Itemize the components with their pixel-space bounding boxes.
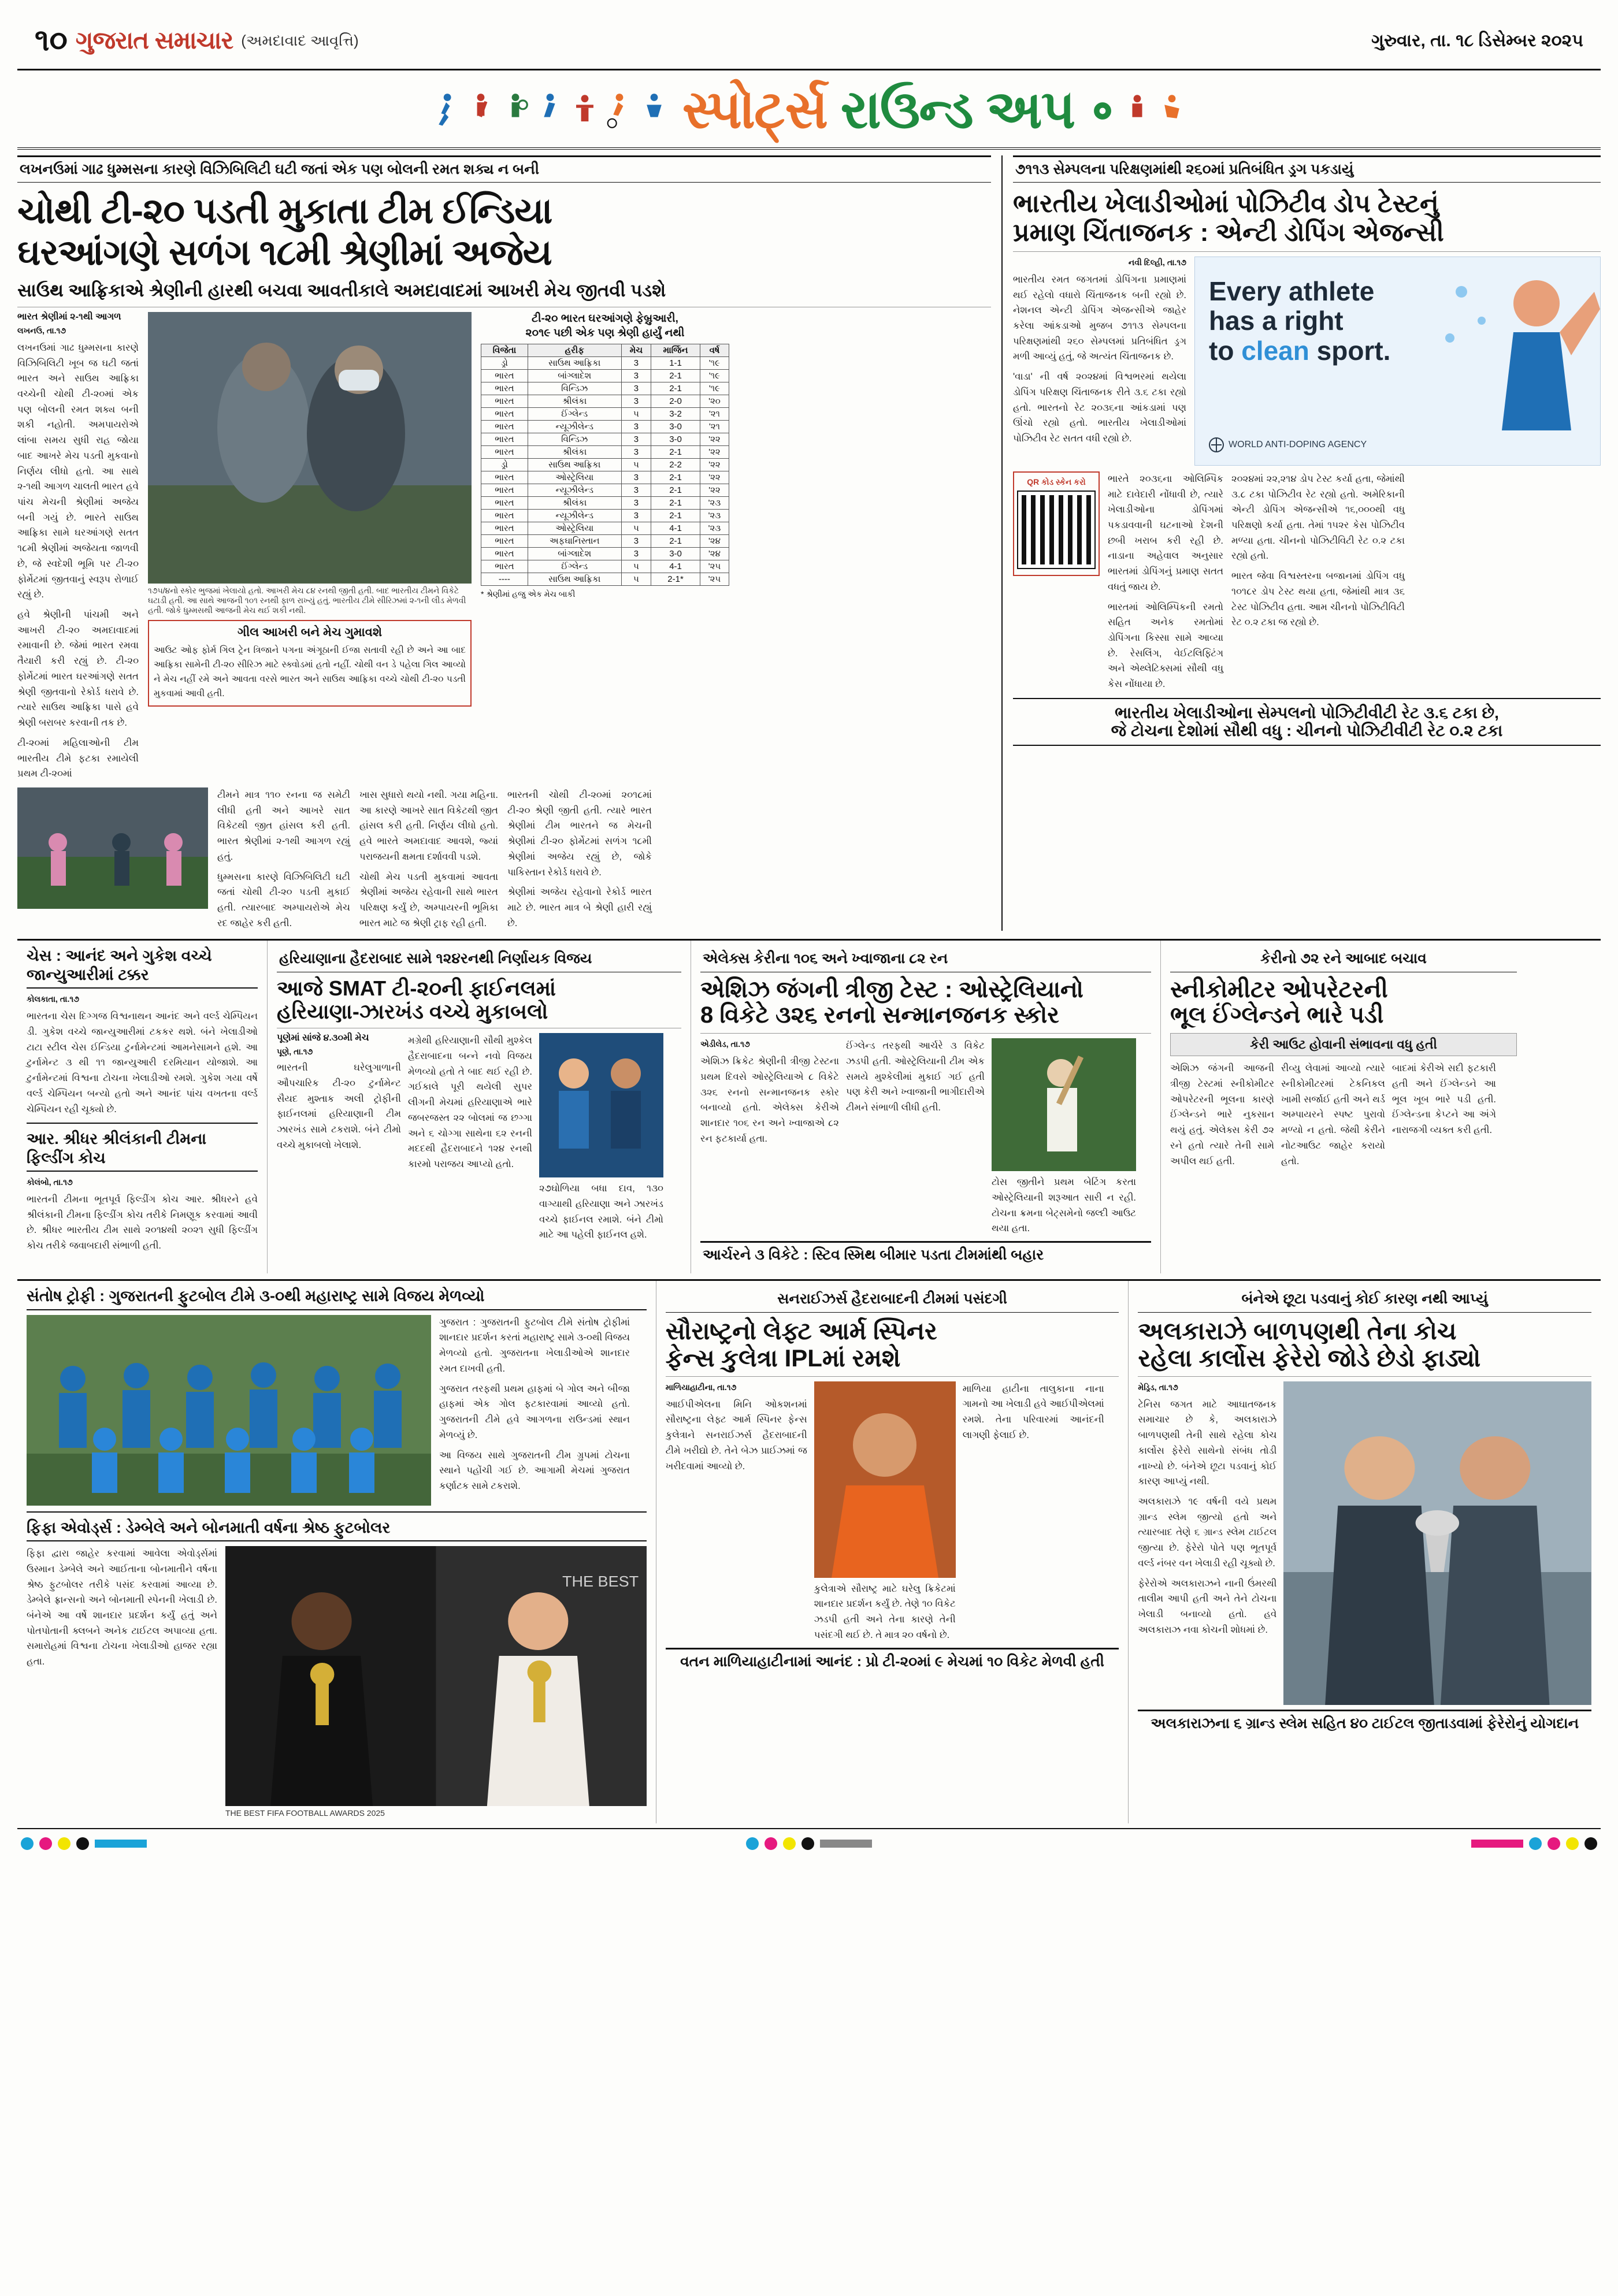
soccer-ball-icon bbox=[1089, 92, 1116, 129]
lead-col4-p1: ખાસ સુધારો થયો નથી. ગયા મહિના. આ કારણે આખરે સાત વિકેટથી જીત હાંસલ કરી હતી. નિર્ણય લીધો હતો. હવે ભારતે અમદાવાદ આવશે, જ્યાં પરાજયની ક્ષમતા દર્શાવવી પડશે. bbox=[359, 789, 498, 862]
table-row bbox=[481, 395, 729, 408]
ipl-col1: આઈપીએલના મિનિ ઓકશનમાં સૌરાષ્ટ્રના લેફ્ટ આર્મ સ્પિનર ફેન્સ કુલેત્રાને સનરાઈઝર્સ હૈદરાબાદની ટીમે ખરીદ્યો છે. તેને બેઝ પ્રાઈઝમાં જ ખરીદવામાં આવ્યો છે. bbox=[665, 1399, 807, 1472]
page-number: ૧૦ bbox=[35, 24, 68, 57]
table-cell-0: ભારત bbox=[481, 471, 528, 484]
weightlifting-icon bbox=[572, 92, 598, 129]
football-team-photo bbox=[27, 1315, 431, 1506]
wada-logo bbox=[1209, 437, 1367, 452]
mid-section bbox=[17, 939, 1601, 1273]
table-row bbox=[481, 535, 729, 548]
table-row bbox=[481, 471, 729, 484]
table-cell-1: ઈંગ્લેન્ડ bbox=[528, 560, 621, 573]
table-cell-4: '૨૨ bbox=[700, 484, 729, 497]
reg-dot-yellow bbox=[58, 1837, 70, 1850]
table-cell-2: 3 bbox=[621, 484, 651, 497]
alcaraz-col1: ટેનિસ જગત માટે આઘાતજનક સમાચાર છે કે, અલકારાઝે બાળપણથી તેની સાથે રહેલા કોચ કાર્લોસ ફેરેરો સાથેનો સંબંધ તોડી નાખ્યો છે. બંનેએ છૂટા પડવાનું કોઈ કારણ આપ્યું નથી. bbox=[1138, 1399, 1277, 1487]
snicko-strap: કેરી આઉટ હોવાની સંભાવના વધુ હતી bbox=[1170, 1033, 1517, 1056]
alcaraz-footer: અલકારાઝના ૬ ગ્રાન્ડ સ્લેમ સહિત ૪૦ ટાઈટલ જીતાડવામાં ફેરેરોનું યોગદાન bbox=[1138, 1710, 1591, 1736]
series-results-table bbox=[481, 344, 729, 586]
paper-name: ગુજરાત સમાચાર bbox=[75, 27, 233, 54]
table-cell-4: '૨૨ bbox=[700, 433, 729, 446]
tennis-icon bbox=[502, 92, 529, 129]
ipl-col3: માળિયા હાટીના તાલુકાના નાના ગામનો આ ખેલાડી હવે આઈપીએલમાં રમશે. તેના પરિવારમાં આનંદની લાગણી ફેલાઈ છે. bbox=[962, 1383, 1104, 1440]
reg-bar-grey bbox=[820, 1840, 872, 1848]
th-winner: વિજેતા bbox=[481, 344, 528, 357]
edition-label: (અમદાવાદ આવૃત્તિ) bbox=[241, 31, 359, 49]
table-cell-3: 2-1 bbox=[651, 484, 700, 497]
alcaraz-kicker: બંનેએ છૂટા પડવાનું કોઈ કારણ નથી આપ્યું bbox=[1138, 1287, 1591, 1312]
reg-bar-cyan bbox=[95, 1840, 147, 1848]
table-cell-1: શ્રીલંકા bbox=[528, 395, 621, 408]
score-table-title bbox=[481, 312, 729, 340]
table-cell-3: 2-1 bbox=[651, 446, 700, 459]
table-cell-2: 3 bbox=[621, 395, 651, 408]
poster-athlete-illustration bbox=[1427, 257, 1600, 465]
table-row bbox=[481, 408, 729, 421]
table-cell-1: વિન્ડિઝ bbox=[528, 382, 621, 395]
table-cell-3: 4-1 bbox=[651, 560, 700, 573]
sport-pictogram-group-right bbox=[1089, 92, 1185, 129]
table-cell-4: '૧૯ bbox=[700, 382, 729, 395]
table-cell-1: સાઉથ આફ્રિકા bbox=[528, 459, 621, 471]
ashes-col3: ટોસ જીતીને પ્રથમ બેટિંગ કરતા ઓસ્ટ્રેલિયાની શરૂઆત સારી ન રહી. ટોચના ક્રમના બેટ્સમેનો જલ્દી આઉટ થયા હતા. bbox=[992, 1177, 1136, 1234]
table-cell-4: '૨૩ bbox=[700, 522, 729, 535]
table-cell-2: ૫ bbox=[621, 522, 651, 535]
smat-photo-illustration bbox=[539, 1033, 663, 1177]
snicko-kicker: કેરીનો ૭૨ રને આબાદ બચાવ bbox=[1170, 946, 1517, 972]
table-row bbox=[481, 446, 729, 459]
ipl-dateline: માળિયાહાટીના, તા.૧૭ bbox=[665, 1382, 737, 1392]
table-row bbox=[481, 382, 729, 395]
chess-dateline: કોલકાતા, તા.૧૭ bbox=[27, 994, 79, 1004]
table-row bbox=[481, 573, 729, 586]
snicko-block bbox=[1160, 941, 1526, 1273]
table-cell-2: 3 bbox=[621, 535, 651, 548]
smat-kicker: હરિયાણાના હૈદરાબાદ સામે ૧૨૪રનથી નિર્ણાયક વિજય bbox=[277, 946, 681, 972]
gill-box-body: આઉટ ઓફ ફોર્મ ગિલ ટ્રેન ત્રિજાને પગના અંગૂઠાની ઈજા સતાવી રહી છે અને આ બાદ આફ્રિકા સામેની ટી-૨૦ સીરિઝ માટે સ્ક્વોડમાં હતો નહીં. ચોથી વન ડે પહેલા ગિલ આવ્યો ને મેચ નહીં રમે અને આવતા વરસે ભારત અને સાઉથ આફ્રિકા વચ્ચે ચોથી ટી-૨૦ પડતી મુકવામાં આવી હતી. bbox=[154, 645, 466, 699]
snicko-head-line1: સ્નીકોમીટર ઓપરેટરની bbox=[1170, 976, 1388, 1002]
table-cell-0: ભારત bbox=[481, 370, 528, 382]
score-table-title-line1: ટી-૨૦ ભારત ઘરઆંગણે ફેબ્રુઆરી, bbox=[532, 312, 678, 325]
reg-dot-magenta-2 bbox=[765, 1837, 777, 1850]
alcaraz-dateline: મેડ્રિડ, તા.૧૭ bbox=[1138, 1382, 1178, 1392]
doping-dateline: નવી દિલ્હી, તા.૧૭ bbox=[1128, 257, 1187, 267]
lead-col3-text bbox=[217, 787, 350, 931]
lead-main-photo bbox=[148, 312, 472, 584]
doping-headline-line2: પ્રમાણ ચિંતાજનક : એન્ટી ડોપિંગ એજન્સી bbox=[1013, 218, 1444, 247]
lead-subhead: સાઉથ આફ્રિકાએ શ્રેણીની હારથી બચવા આવતીકાલે અમદાવાદમાં આખરી મેચ જીતવી પડશે bbox=[17, 280, 666, 301]
reg-dot-magenta-3 bbox=[1548, 1837, 1560, 1850]
boxing-icon bbox=[1124, 92, 1151, 129]
reg-dot-yellow-3 bbox=[1566, 1837, 1579, 1850]
reg-dot-cyan bbox=[21, 1837, 34, 1850]
ipl-col2: કુલેત્રાએ સૌરાષ્ટ્ર માટે ઘરેલુ ક્રિકેટમાં શાનદાર પ્રદર્શન કર્યું છે. તેણે ૧૦ વિકેટ ઝડપી હતી અને તેના કારણે તેની પસંદગી થઈ છે. તે માત્ર ૨૦ વર્ષનો છે. bbox=[814, 1583, 956, 1640]
banner-title bbox=[682, 80, 1074, 142]
table-cell-3: 3-0 bbox=[651, 433, 700, 446]
table-cell-1: અફઘાનિસ્તાન bbox=[528, 535, 621, 548]
table-cell-4: '૧૯ bbox=[700, 370, 729, 382]
table-cell-0: ભારત bbox=[481, 395, 528, 408]
table-cell-1: ઓસ્ટ્રેલિયા bbox=[528, 471, 621, 484]
table-cell-3: 4-1 bbox=[651, 522, 700, 535]
reg-dot-black-3 bbox=[1584, 1837, 1597, 1850]
alcaraz-head-line2: રહેલા કાર્લોસ ફેરેરો જોડે છેડો ફાડ્યો bbox=[1138, 1344, 1481, 1372]
chess-head: ચેસ : આનંદ અને ગુકેશ વચ્ચે જાન્યુઆરીમાં ટક્કર bbox=[27, 946, 258, 989]
ashes-head-line2: 8 વિકેટે ૩૨૬ રનનો સન્માનજનક સ્કોર bbox=[700, 1002, 1059, 1028]
ipl-photo-illustration bbox=[814, 1381, 956, 1578]
alcaraz-block bbox=[1128, 1281, 1601, 1823]
table-cell-2: ૫ bbox=[621, 573, 651, 586]
football-text bbox=[439, 1315, 630, 1506]
fifa-head: ફિફા એવોર્ડ્સ : ડેમ્બેલે અને બોનમાતી વર્ષના શ્રેષ્ઠ ફુટબોલર bbox=[27, 1518, 647, 1541]
table-cell-1: ઈંગ્લેન્ડ bbox=[528, 408, 621, 421]
snicko-col1: એશિઝ જંગની આજની ત્રીજી ટેસ્ટમાં સ્નીકોમીટર ઓપરેટરની ભૂલના કારણે ઈંગ્લેન્ડને ભારે નુકસાન થયું હતું. એલેક્સ કેરી ૭૨ રને હતો ત્યારે તેની સામે અપીલ થઈ હતી. bbox=[1170, 1063, 1274, 1166]
table-header-row bbox=[481, 344, 729, 357]
poster-line2: has a right bbox=[1209, 306, 1344, 336]
chess-body: ભારતના ચેસ દિગ્ગજ વિશ્વનાથન આનંદ અને વર્લ્ડ ચેમ્પિયન ડી. ગુકેશ વચ્ચે જાન્યુઆરીમાં ટકકર થશે. બંને ખેલાડીઓ ટાટા સ્ટીલ ચેસ ઈન્ડિયા ટુર્નામેન્ટમાં આમનેસામને હશે. આ ટુર્નામેન્ટ ૩ થી ૧૧ જાન્યુઆરી દરમિયાન યોજાશે. આ ટુર્નામેન્ટમાં વિશ્વના ટોચના ખેલાડીઓ રમશે. ગુકેશ ગયા વર્ષે વર્લ્ડ ચેમ્પિયન બન્યો હતો અને આનંદ પાંચ વખતના વર્લ્ડ ચેમ્પિયન રહી ચૂક્યો છે. bbox=[27, 1011, 258, 1114]
lead-col1-para3: ટી-૨૦માં મહિલાઓની ટીમ ભારતીય ટીમે ફટકા રમાયેલી પ્રથમ ટી-૨૦માં bbox=[17, 737, 139, 779]
qr-caption: QR કોડ સ્કેન કરો bbox=[1027, 477, 1086, 486]
reg-dot-yellow-2 bbox=[783, 1837, 796, 1850]
gymnast-icon bbox=[641, 92, 667, 129]
table-row bbox=[481, 357, 729, 370]
chess-and-coach-block bbox=[17, 941, 267, 1273]
badminton-icon bbox=[537, 92, 563, 129]
table-cell-0: ભારત bbox=[481, 446, 528, 459]
fifa-photo-illustration bbox=[225, 1546, 647, 1806]
ipl-head-line1: સૌરાષ્ટ્રનો લેફ્ટ આર્મ સ્પિનર bbox=[665, 1317, 937, 1344]
football-photo-illustration bbox=[27, 1315, 431, 1506]
lead-byline: ભારત શ્રેણીમાં ૨-૧થી આગળ bbox=[17, 311, 121, 322]
table-row bbox=[481, 560, 729, 573]
fifa-photo-caption: THE BEST FIFA FOOTBALL AWARDS 2025 bbox=[225, 1808, 385, 1818]
lead-kicker: લખનઉમાં ગાઢ ધુમ્મસના કારણે વિઝિબિલિટી ઘટી જતાં એક પણ બોલની રમત શક્ય ન બની bbox=[17, 155, 991, 183]
issue-date: ગુરુવાર, તા. ૧૮ ડિસેમ્બર ૨૦૨૫ bbox=[1371, 31, 1583, 50]
table-row bbox=[481, 421, 729, 433]
doping-kicker: ૭૧૧૩ સેમ્પલના પરિક્ષણમાંથી ૨૬૦માં પ્રતિબંધિત ડ્રગ પકડાયું bbox=[1013, 155, 1601, 183]
fifa-awards-photo bbox=[225, 1546, 647, 1806]
reg-dot-cyan-3 bbox=[1529, 1837, 1542, 1850]
table-cell-0: ભારત bbox=[481, 560, 528, 573]
table-cell-3: 2-1 bbox=[651, 382, 700, 395]
ipl-player-photo bbox=[814, 1381, 956, 1578]
table-cell-4: '૨૩ bbox=[700, 510, 729, 522]
doping-col3-p1: ૨૦૨૪માં ૨૨,૨૧૪ ડોપ ટેસ્ટ કર્યા હતા, જેમાંથી ૩.૮ ટકા પોઝિટીવ રેટ રહ્યો હતો. અમેરિકાની એન્ટી ડોપિંગ એજન્સીએ ૧૬,૦૦૦થી વધુ પરિક્ષણો કર્યા હતા. તેમાં ૧૫૨ર કેસ પોઝિટીવ મળ્યા હતા. ચીનનો પોઝિટીવિટી રેટ ૦.૨ ટકા રહ્યો હતો. bbox=[1231, 473, 1405, 562]
ashes-dateline: એડીલેડ, તા.૧૭ bbox=[700, 1039, 750, 1049]
th-opponent: હરીફ bbox=[528, 344, 621, 357]
table-cell-4: '૨૧ bbox=[700, 408, 729, 421]
smat-block bbox=[267, 941, 691, 1273]
masthead-left bbox=[35, 23, 359, 58]
footer-registration-marks bbox=[17, 1828, 1601, 1865]
lead-secondary-photo bbox=[17, 787, 208, 909]
table-cell-4: '૨૪ bbox=[700, 548, 729, 560]
table-row bbox=[481, 497, 729, 510]
alcaraz-photo-illustration bbox=[1283, 1381, 1591, 1705]
football-p2: ગુજરાત તરફથી પ્રથમ હાફમાં બે ગોલ અને બીજા હાફમાં એક ગોલ ફટકારવામાં આવ્યો હતો. ગુજરાતની ટીમે હવે આગળના રાઉન્ડમાં સ્થાન મેળવ્યું છે. bbox=[439, 1383, 630, 1440]
table-cell-2: ૫ bbox=[621, 459, 651, 471]
table-footnote: * શ્રેણીમાં હજુ એક મેચ બાકી bbox=[481, 589, 576, 599]
table-cell-2: 3 bbox=[621, 510, 651, 522]
table-cell-4: '૨૨ bbox=[700, 471, 729, 484]
table-cell-0: ભારત bbox=[481, 522, 528, 535]
ipl-head-line2: ફેન્સ કુલેત્રા IPLમાં રમશે bbox=[665, 1344, 901, 1372]
doping-strap-line2: જે ટોચના દેશોમાં સૌથી વધુ : ચીનનો પોઝિટીવીટી રેટ ૦.૨ ટકા bbox=[1111, 722, 1503, 740]
lead-headline-line2: ઘરઆંગણે સળંગ ૧૮મી શ્રેણીમાં અજેય bbox=[17, 233, 552, 273]
table-cell-1: ન્યૂઝીલેન્ડ bbox=[528, 510, 621, 522]
ashes-photo bbox=[992, 1038, 1136, 1171]
footer-dots-left bbox=[17, 1829, 150, 1865]
top-section bbox=[17, 155, 1601, 931]
ashes-col1: એશિઝ ક્રિકેટ શ્રેણીની ત્રીજી ટેસ્ટના પ્રથમ દિવસે ઓસ્ટ્રેલિયાએ ૮ વિકેટે ૩૨૬ રનનો સન્માનજનક સ્કોર બનાવ્યો હતો. એલેક્સ કેરીએ શાનદાર ૧૦૬ રન અને ખ્વાજાએ ૮૨ રન ફટકાર્યા હતા. bbox=[700, 1056, 839, 1144]
table-cell-0: ---- bbox=[481, 573, 528, 586]
table-cell-0: ડ્રો bbox=[481, 459, 528, 471]
reg-dot-magenta bbox=[39, 1837, 52, 1850]
coach-dateline: કોલંબો, તા.૧૭ bbox=[27, 1177, 73, 1187]
table-cell-3: 3-0 bbox=[651, 421, 700, 433]
footer-dots-right bbox=[1468, 1829, 1601, 1865]
fifa-text: ફિફા દ્વારા જાહેર કરવામાં આવેલા એવોર્ડ્સમાં ઉસ્માન ડેમ્બેલે અને આઈતાના બોનમાતીને વર્ષના શ્રેષ્ઠ ફુટબોલર તરીકે પસંદ કરવામાં આવ્યા છે. ડેમ્બેલે ફ્રાન્સનો અને બોનમાતી સ્પેનની ખેલાડી છે. બંનેએ આ વર્ષે શાનદાર પ્રદર્શન કર્યું હતું અને પોતપોતાની ક્લબને અનેક ટાઈટલ અપાવ્યા હતા. સમારોહમાં વિશ્વના ટોચના ખેલાડીઓ હાજર રહ્યા હતા. bbox=[27, 1548, 217, 1667]
snicko-col3: બાદમાં કેરીએ સદી ફટકારી હતી અને ઈંગ્લેન્ડને આ ભૂલ ખૂબ ભારે પડી હતી. ઈંગ્લેન્ડના કેપ્ટને આ અંગે નારાજગી વ્યક્ત કરી હતી. bbox=[1392, 1063, 1496, 1136]
table-row bbox=[481, 548, 729, 560]
table-cell-0: ભારત bbox=[481, 510, 528, 522]
table-cell-2: ૫ bbox=[621, 560, 651, 573]
alcaraz-head-line1: અલકારાઝે બાળપણથી તેના કોચ bbox=[1138, 1317, 1457, 1344]
wada-logo-text: WORLD ANTI-DOPING AGENCY bbox=[1229, 439, 1367, 449]
ashes-col2: ઈંગ્લેન્ડ તરફથી આર્ચરે ૩ વિકેટ ઝડપી હતી. ઓસ્ટ્રેલિયાની ટીમ એક સમયે મુશ્કેલીમાં મુકાઈ ગઈ હતી પણ કેરી અને ખ્વાજાની ભાગીદારીએ ટીમને સંભાળી લીધી હતી. bbox=[846, 1041, 985, 1113]
table-cell-0: ભારત bbox=[481, 408, 528, 421]
football-p1: ગુજરાત : ગુજરાતની ફુટબોલ ટીમે સંતોષ ટ્રોફીમાં શાનદાર પ્રદર્શન કરતાં મહારાષ્ટ્ર સામે ૩-૦થી વિજય મેળવ્યો હતો. ગુજરાતના ખેલાડીઓએ શાનદાર રમત દાખવી હતી. bbox=[439, 1317, 630, 1374]
table-cell-2: 3 bbox=[621, 471, 651, 484]
poster-line1: Every athlete bbox=[1209, 276, 1375, 306]
runner-icon bbox=[433, 92, 459, 129]
doping-col2-p1: ભારતે ૨૦૩૬ના ઓલિમ્પિક માટે દાવેદારી નોંધાવી છે, ત્યારે ખેલાડીઓના ડોપિંગમાં પકડાવવાની ઘટનાઓ દેશની છબી ખરાબ કરી રહી છે. નાડાના અહેવાલ અનુસાર ભારતમાં ડોપિંગનું પ્રમાણ સતત વધતું જાય છે. bbox=[1108, 473, 1224, 592]
table-cell-3: 2-1* bbox=[651, 573, 700, 586]
smat-dateline: પૂણે, તા.૧૭ bbox=[277, 1047, 313, 1057]
masthead bbox=[17, 0, 1601, 70]
doping-col3-p2: ભારત જેવા વિશ્વસ્તરના બજાનમાં ડોપિંગ વધુ ૧૦૧૮ર ડોપ ટેસ્ટ થયા હતા, જેમાંથી માત્ર ૩૬ ટેસ્ટ પોઝિટીવ હતા. આમ ચીનનો પોઝિટીવિટી રેટ ૦.૨ ટકા જ રહ્યો છે. bbox=[1231, 571, 1405, 628]
lead-col3-p2: ધુમ્મસના કારણે વિઝિબિલિટી ઘટી જતાં ચોથી ટી-૨૦ પડતી મુકાઈ હતી. ત્યારબાદ અમ્પાયરોએ મેચ રદ જાહેર કરી હતી. bbox=[217, 871, 350, 928]
table-cell-2: ૫ bbox=[621, 408, 651, 421]
ipl-footer: વતન માળિયાહાટીનામાં આનંદ : પ્રો ટી-૨૦માં ૯ મેચમાં ૧૦ વિકેટ મેળવી હતી bbox=[666, 1648, 1119, 1674]
table-cell-0: ભારત bbox=[481, 497, 528, 510]
poster-line3a: to bbox=[1209, 335, 1242, 366]
table-cell-2: 3 bbox=[621, 382, 651, 395]
football-p3: આ વિજય સાથે ગુજરાતની ટીમ ગ્રુપમાં ટોચના સ્થાને પહોંચી ગઈ છે. આગામી મેચમાં ગુજરાત કર્ણાટક સામે ટકરાશે. bbox=[439, 1450, 630, 1491]
gill-box-head: ગીલ આખરી બને મેચ ગુમાવશે bbox=[237, 625, 383, 639]
alcaraz-col3: ફેરેરોએ અલકારાઝને નાની ઉંમરથી તાલીમ આપી હતી અને તેને ટોચના ખેલાડી બનાવ્યો હતો. હવે અલકારાઝ નવા કોચની શોધમાં છે. bbox=[1138, 1578, 1277, 1635]
table-cell-1: ન્યૂઝીલેન્ડ bbox=[528, 484, 621, 497]
banner-title-part1: સ્પોર્ટ્સ bbox=[682, 80, 827, 139]
table-row bbox=[481, 370, 729, 382]
table-cell-2: 3 bbox=[621, 497, 651, 510]
reg-dot-cyan-2 bbox=[746, 1837, 759, 1850]
table-cell-1: ઓસ્ટ્રેલિયા bbox=[528, 522, 621, 535]
score-table-title-line2: ૨૦૧૯ પછી એક પણ શ્રેણી હાર્યું નથી bbox=[525, 326, 685, 339]
snicko-head-line2: ભૂલ ઈંગ્લેન્ડને ભારે પડી bbox=[1170, 1002, 1384, 1028]
lead-headline-line1: ચોથી ટી-૨૦ પડતી મુકાતા ટીમ ઈન્ડિયા bbox=[17, 191, 552, 232]
th-matches: મેચ bbox=[621, 344, 651, 357]
table-cell-0: ભારત bbox=[481, 548, 528, 560]
table-cell-3: 1-1 bbox=[651, 357, 700, 370]
table-cell-0: ભારત bbox=[481, 382, 528, 395]
table-cell-1: વિન્ડિઝ bbox=[528, 433, 621, 446]
lead-col1-para2: હવે શ્રેણીની પાંચમી અને આખરી ટી-૨૦ અમદાવાદમાં રમાવાની છે. જેમાં ભારત રમવા તૈયારી કરી રહ્યું છે. ટી-૨૦ ફોર્મેટમાં ભારત ઘરઆંગણે સતત શ્રેણી જીતવાનો રેકોર્ડ ધરાવે છે. ત્યારે સાઉથ આફ્રિકા પાસે હવે શ્રેણી બરાબર કરવાની તક છે. bbox=[17, 610, 139, 729]
photo-illustration-2 bbox=[17, 787, 208, 909]
table-cell-1: સાઉથ આફ્રિકા bbox=[528, 573, 621, 586]
lead-col5-p1: ભારતની ચોથી ટી-૨૦માં ૨૦૧૮માં ટી-૨૦ શ્રેણી જીતી હતી. ત્યારે ભારત શ્રેણીમાં ટીમ ભારતને જ મેચની શ્રેણીમાં ટી-૨૦ ફોર્મેટમાં સળંગ ૧૮મી શ્રેણીમાં અજેય રહ્યું છે, જોકે પાકિસ્તાન રેકોર્ડ ધરાવે છે. bbox=[507, 789, 652, 878]
reg-dot-black bbox=[76, 1837, 89, 1850]
ashes-footer: આર્ચરને ૩ વિકેટે : સ્ટિવ સ્મિથ બીમાર પડતા ટીમમાંથી બહાર bbox=[700, 1241, 1151, 1268]
table-cell-1: બાંગ્લાદેશ bbox=[528, 370, 621, 382]
doping-col1-p2: 'વાડા' ની વર્ષ ૨૦૨૪માં વિશ્વભરમાં થયેલા ડોપિંગ પરિક્ષણ ચિંતાજનક રીતે ૩.૬ ટકા રહ્યો હતો. ભારતનો રેટ ૨૦૩૬ના આંકડામાં પણ ઊંચો રહ્યો હતો. ભારતીય ખેલાડીઓમાં પોઝિટીવ રેટ સતત વધી રહ્યો છે. bbox=[1013, 371, 1187, 444]
smat-photo bbox=[539, 1033, 663, 1177]
th-margin: માર્જિન bbox=[651, 344, 700, 357]
doping-col2 bbox=[1108, 471, 1223, 692]
karate-icon bbox=[1159, 92, 1185, 129]
table-cell-2: 3 bbox=[621, 357, 651, 370]
table-cell-4: '૨૧ bbox=[700, 421, 729, 433]
poster-line3b: clean bbox=[1241, 335, 1309, 366]
lead-col4-text bbox=[359, 787, 498, 931]
doping-headline-line1: ભારતીય ખેલાડીઓમાં પોઝિટીવ ડોપ ટેસ્ટનું bbox=[1013, 190, 1439, 218]
sport-pictogram-group-left bbox=[433, 92, 667, 129]
table-cell-4: '૨૫ bbox=[700, 573, 729, 586]
reg-dot-black-2 bbox=[801, 1837, 814, 1850]
table-row bbox=[481, 459, 729, 471]
lead-col5-p2: શ્રેણીમાં અજેય રહેવાનો રેકોર્ડ ભારત માટે છે. ભારત માત્ર બે શ્રેણી હારી રહ્યું છે. bbox=[507, 887, 652, 928]
poster-line3c: sport. bbox=[1309, 335, 1391, 366]
wada-poster bbox=[1194, 257, 1601, 466]
table-cell-4: '૨૪ bbox=[700, 535, 729, 548]
table-row bbox=[481, 510, 729, 522]
table-cell-0: ભારત bbox=[481, 433, 528, 446]
table-cell-3: 2-0 bbox=[651, 395, 700, 408]
table-cell-2: 3 bbox=[621, 421, 651, 433]
coach-body: ભારતની ટીમના ભૂતપૂર્વ ફિલ્ડીંગ કોચ આર. શ્રીધરને હવે શ્રીલંકાની ટીમના ફિલ્ડીંગ કોચ તરીકે નિમણૂક કરવામાં આવી છે. શ્રીધર ભારતીય ટીમ સાથે ૨૦૧૪થી ૨૦૨૧ સુધી ફિલ્ડીંગ કોચ તરીકે જવાબદારી સંભાળી હતી. bbox=[27, 1194, 258, 1251]
table-cell-3: 2-1 bbox=[651, 535, 700, 548]
cricket-icon bbox=[467, 92, 494, 129]
ipl-kicker: સનરાઈઝર્સ હૈદરાબાદની ટીમમાં પસંદગી bbox=[666, 1287, 1119, 1312]
table-cell-3: 3-0 bbox=[651, 548, 700, 560]
lead-photo-caption: ૧૭૫/૪નો સ્કોર ભુજમાં ખેલાયો હતો. આખરી મેચ ૮૪ રનથી જીતી હતી. બાદ ભારતીય ટીમને વિકેટે ઘટાડી હતી. આ સાથે આજની ૧૦૧ રનથી ફાળ રાખ્યું હતું. ભારતીય ટીમે સીરિઝમાં ૨-૧ની લીડ મેળવી હતી. જોકે ધુમ્મસથી આજની મેચ થઈ શકી નથી. bbox=[148, 585, 466, 615]
football-block bbox=[17, 1281, 656, 1823]
coach-head: આર. શ્રીધર શ્રીલંકાની ટીમના ફિલ્ડીંગ કોચ bbox=[27, 1130, 258, 1172]
table-cell-2: 3 bbox=[621, 548, 651, 560]
table-cell-1: બાંગ્લાદેશ bbox=[528, 548, 621, 560]
table-cell-3: 2-1 bbox=[651, 497, 700, 510]
lead-col4-p2: ચોથી મેચ પડતી મુકવામાં આવતા શ્રેણીમાં અજેય રહેવાની સાથે ભારત પરિક્ષણ કર્યું છે, અમ્પાયરની ભૂમિકા ભારત માટે જ શ્રેણી ટ્રાફ રહી હતી. bbox=[359, 871, 498, 928]
alcaraz-col2: અલકારાઝે ૧૯ વર્ષની વયે પ્રથમ ગ્રાન્ડ સ્લેમ જીત્યો હતો અને ત્યારબાદ તેણે ૬ ગ્રાન્ડ સ્લેમ ટાઈટલ જીત્યા છે. ફેરેરો પોતે પણ ભૂતપૂર્વ વર્લ્ડ નંબર વન ખેલાડી રહી ચૂક્યો છે. bbox=[1138, 1496, 1277, 1569]
table-row bbox=[481, 484, 729, 497]
table-cell-4: '૧૯ bbox=[700, 357, 729, 370]
smat-col3: ૨૭ઘોળિયા બધા દાવ, ૧૩૦ વાગ્યાથી હરિયાણા અને ઝારખંડ વચ્ચે ફાઈનલ રમાશે. બંને ટીમો માટે આ પહેલી ફાઈનલ હશે. bbox=[539, 1183, 663, 1240]
smat-col2: મગ્રેથી હરિયાણાની સૌથી મુશ્કેલ હૈદરાબાદના બન્ને નવો વિજય મેળવ્યો હતો તે બાદ થઈ રહી છે. ગઈકાલે પૂરી થયેલી સુપર લીગની મેચમાં હરિયાણાએ ભારે જબરજસ્ત ૨૨ બોલમાં જ છગ્ગા અને ૬ ચોગ્ગા સાથેના ૬૨ રનની મદદથી હૈદરાબાદને ૧૨૪ રનથી કારમો પરાજય આપ્યો હતો. bbox=[408, 1035, 532, 1170]
smat-head-line2: હરિયાણા-ઝારખંડ વચ્ચે મુકાબલો bbox=[277, 999, 548, 1023]
ipl-block bbox=[656, 1281, 1129, 1823]
lead-col3-p1: ટીમને માત્ર ૧૧૦ રનના જ સમેટી લીધી હતી અને આખરે સાત વિકેટથી જીત હાંસલ કરી હતી. ભારત શ્રેણીમાં ૨-૧થી આગળ રહ્યું હતું. bbox=[217, 789, 350, 862]
table-cell-0: ભારત bbox=[481, 421, 528, 433]
table-cell-4: '૨૦ bbox=[700, 395, 729, 408]
doping-strap-line1: ભારતીય ખેલાડીઓના સેમ્પલનો પોઝિટીવીટી રેટ ૩.૬ ટકા છે, bbox=[1115, 703, 1499, 722]
bottom-section bbox=[17, 1279, 1601, 1823]
lead-col5-text bbox=[507, 787, 652, 931]
smat-head-line1: આજે SMAT ટી-૨૦ની ફાઈનલમાં bbox=[277, 976, 556, 1000]
table-cell-0: ભારત bbox=[481, 484, 528, 497]
table-cell-4: '૨૨ bbox=[700, 446, 729, 459]
qr-code[interactable] bbox=[1018, 492, 1094, 568]
poster-text bbox=[1209, 277, 1390, 366]
football-player-icon bbox=[606, 92, 633, 129]
table-cell-3: 2-2 bbox=[651, 459, 700, 471]
smat-timing: પૂણેમાં સાંજે ૪.૩૦મી મેચ bbox=[277, 1033, 369, 1043]
ashes-kicker: એલેક્સ કેરીના ૧૦૬ અને ખ્વાજાના ૮૨ રન bbox=[700, 946, 1151, 972]
ashes-photo-illustration bbox=[992, 1038, 1136, 1171]
football-head: સંતોષ ટ્રોફી : ગુજરાતની ફુટબોલ ટીમે ૩-૦થી મહારાષ્ટ્ર સામે વિજય મેળવ્યો bbox=[27, 1287, 647, 1310]
table-cell-1: શ્રીલંકા bbox=[528, 497, 621, 510]
table-cell-4: '૨૩ bbox=[700, 497, 729, 510]
qr-box[interactable] bbox=[1013, 471, 1100, 576]
table-cell-3: 2-1 bbox=[651, 370, 700, 382]
doping-col3 bbox=[1231, 471, 1405, 692]
lead-story bbox=[17, 155, 1001, 931]
footer-dots-center bbox=[743, 1829, 875, 1865]
table-cell-3: 3-2 bbox=[651, 408, 700, 421]
svg-text:THE BEST: THE BEST bbox=[562, 1573, 639, 1591]
snicko-col2: રીવ્યુ લેવામાં આવ્યો ત્યારે સ્નીકોમીટરમાં ટેકનિકલ ખામી સર્જાઈ હતી અને થર્ડ અમ્પાયરને સ્પષ્ટ પુરાવો મળ્યો ન હતો. જેથી કેરીને નોટઆઉટ જાહેર કરાયો હતો. bbox=[1281, 1063, 1385, 1166]
th-year: વર્ષ bbox=[700, 344, 729, 357]
table-cell-3: 2-1 bbox=[651, 471, 700, 484]
table-cell-0: ડ્રો bbox=[481, 357, 528, 370]
doping-col2-p2: ભારતમાં ઓલિમ્પિકની રમતો સહિત અનેક રમતોમાં ડોપિંગના કિસ્સા સામે આવ્યા છે. રેસલિંગ, વેઈટલિફ્ટિંગ અને એથ્લેટિક્સમાં સૌથી વધુ કેસ નોંધાયા છે. bbox=[1108, 601, 1224, 690]
table-cell-1: ન્યૂઝીલેન્ડ bbox=[528, 421, 621, 433]
table-row bbox=[481, 522, 729, 535]
gill-box bbox=[148, 620, 472, 707]
table-cell-1: શ્રીલંકા bbox=[528, 446, 621, 459]
table-cell-4: '૨૨ bbox=[700, 459, 729, 471]
doping-story bbox=[1001, 155, 1601, 931]
table-cell-2: 3 bbox=[621, 446, 651, 459]
table-cell-0: ભારત bbox=[481, 535, 528, 548]
table-cell-1: સાઉથ આફ્રિકા bbox=[528, 357, 621, 370]
table-cell-3: 2-1 bbox=[651, 510, 700, 522]
ashes-block bbox=[691, 941, 1160, 1273]
table-cell-2: 3 bbox=[621, 433, 651, 446]
section-banner bbox=[17, 70, 1601, 150]
photo-illustration bbox=[148, 312, 472, 584]
lead-dateline: લખનઉ, તા.૧૭ bbox=[17, 325, 66, 335]
smat-col1: ભારતની ઘરેલુગાળાની ઔપચારિક ટી-૨૦ ટુર્નામેન્ટ સૈયદ મુશ્તાક અલી ટ્રોફીની ફાઈનલમાં હરિયાણાની ટીમ ઝારખંડ સામે ટકરાશે. બંને ટીમો વચ્ચે મુકાબલો ખેલાશે. bbox=[277, 1062, 401, 1150]
ashes-head-line1: એશિઝ જંગની ત્રીજી ટેસ્ટ : ઓસ્ટ્રેલિયાનો bbox=[700, 976, 1083, 1002]
table-row bbox=[481, 433, 729, 446]
table-cell-2: 3 bbox=[621, 370, 651, 382]
reg-bar-magenta bbox=[1471, 1840, 1523, 1848]
doping-col1-p1: ભારતીય રમત જગતમાં ડોપિંગના પ્રમાણમાં થઈ રહેલો વધારો ચિંતાજનક બની રહ્યો છે. નેશનલ એન્ટી ડોપિંગ એજન્સીએ જાહેર કરેલા આંકડાઓ મુજબ ૭૧૧૩ સેમ્પલના પરિક્ષણમાંથી ૨૬૦ સેમ્પલમાં પ્રતિબંધિત ડ્રગ મળી આવ્યું હતું, જે અત્યંત ચિંતાજનક છે. bbox=[1013, 274, 1187, 362]
table-cell-4: '૨૫ bbox=[700, 560, 729, 573]
lead-col1-para1: લખનઉમાં ગાઢ ધુમ્મસના કારણે વિઝિબિલિટી ખૂબ જ ઘટી જતાં ભારત અને સાઉથ આફ્રિકા વચ્ચેની ચોથી ટી-૨૦માં એક પણ બોલની રમત શક્ય બની શકી નહોતી. અમપાયરોએ લાંબા સમય સુધી રાહ જોયા બાદ આખરે મેચ પડતી મુકવાનો નિર્ણય લીધો હતો. આ સાથે ૨-૧થી આગળ ચાલતી ભારત હવે પાંચ મેચની શ્રેણીમાં અજેય બની ગયું છે. ભારતે સાઉથ આફ્રિકા સામે ઘરઆંગણે સતત ૧૮મી શ્રેણીમાં અજેયતા જાળવી છે, જે સ્વદેશી ભૂમિ પર ટી-૨૦ ફોર્મેટમાં જીતવાનું સ્વરૂપ રોળાઈ રહ્યું છે. bbox=[17, 342, 139, 600]
wada-mark-icon bbox=[1209, 437, 1224, 452]
banner-title-part2: રાઉન્ડ અપ bbox=[840, 80, 1075, 139]
alcaraz-photo bbox=[1283, 1381, 1591, 1705]
